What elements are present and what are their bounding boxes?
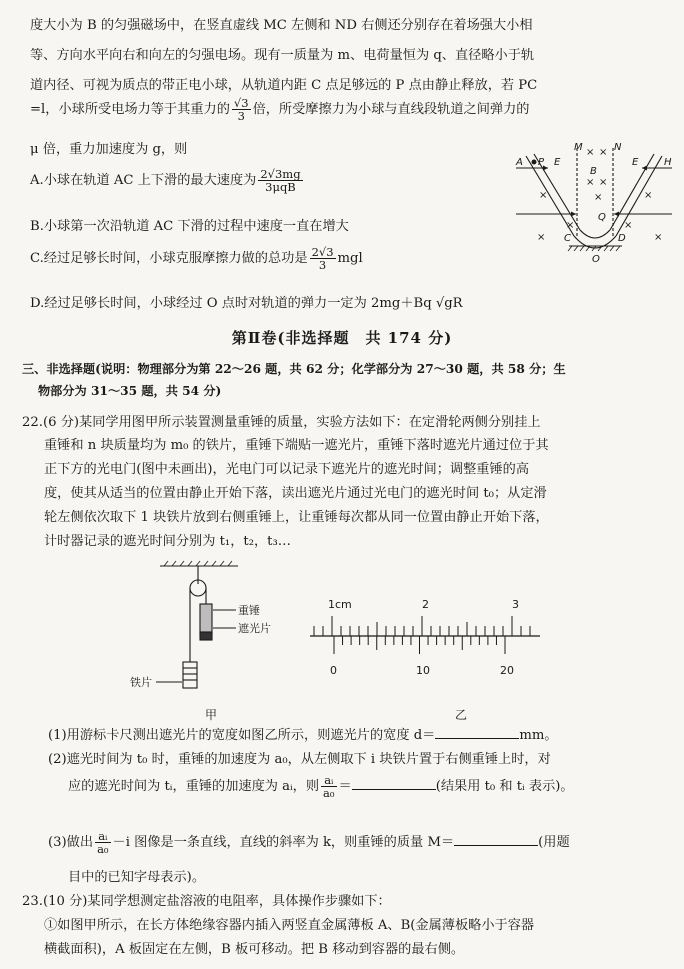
vernier-label-20: 20 <box>500 664 514 677</box>
svg-text:×: × <box>599 147 608 158</box>
fraction-denominator: 3 <box>318 258 327 272</box>
vernier-label-0: 0 <box>330 664 337 677</box>
svg-text:×: × <box>594 192 603 203</box>
fraction-numerator: 2√3mg <box>260 167 301 181</box>
option-d: D.经过足够长时间，小球经过 O 点时对轨道的弹力一定为 2mg＋Bq √gR <box>30 296 463 311</box>
option-c <box>30 246 363 271</box>
para-line-4 <box>30 97 530 122</box>
track-figure <box>514 142 674 264</box>
label-tiepian: 铁片 <box>130 676 152 689</box>
heavy-hammer-block <box>200 604 212 634</box>
q23-line-2: ①如图甲所示，在长方体绝缘容器内插入两竖直金属薄板 A、B(金属薄板略小于容器 <box>44 918 535 933</box>
option-a <box>30 168 305 193</box>
label-a: A <box>516 157 523 168</box>
label-q: Q <box>598 212 606 223</box>
q22-sub-3-text-a: (3)做出 <box>48 835 94 850</box>
pulley-figure <box>130 558 290 698</box>
q22-sub-3-text-c: (用题 <box>538 835 570 850</box>
main-label-3: 3 <box>512 598 519 611</box>
part3-line-1: 三、非选择题(说明：物理部分为第 22～26 题，共 62 分；化学部分为 27～30 题，共 58 分；生 <box>22 362 566 376</box>
svg-text:×: × <box>586 147 595 158</box>
option-c-text: C.经过足够长时间，小球克服摩擦力做的总功是 <box>30 251 308 266</box>
answer-blank[interactable] <box>454 833 538 846</box>
label-o: O <box>592 254 600 264</box>
option-b: B.小球第一次沿轨道 AC 下滑的过程中速度一直在增大 <box>30 219 349 234</box>
svg-text:×: × <box>539 190 548 201</box>
label-p: P <box>538 157 545 168</box>
ball-p-icon <box>532 160 537 165</box>
arrow-right-icon <box>571 212 576 217</box>
fraction-numerator: aᵢ <box>95 830 110 843</box>
ceiling-hatch <box>164 561 232 566</box>
label-h: H <box>664 157 672 168</box>
q23-line-1: 23.(10 分)某同学想测定盐溶液的电阻率，具体操作步骤如下： <box>22 894 391 909</box>
svg-text:×: × <box>586 177 595 188</box>
shading-plate <box>200 632 212 640</box>
label-n: N <box>614 142 622 153</box>
caption-jia: 甲 <box>205 708 218 722</box>
vernier-caliper-figure <box>300 592 550 682</box>
svg-text:×: × <box>644 190 653 201</box>
label-zheguangpian: 遮光片 <box>238 622 271 635</box>
q22-sub-3 <box>48 830 570 855</box>
fraction-denominator: 3μqB <box>265 180 296 194</box>
q22-sub-3-line-2: 目中的已知字母表示)。 <box>68 870 206 885</box>
svg-text:×: × <box>624 220 633 231</box>
option-c-fraction <box>310 246 336 271</box>
q22-sub-2-text: 应的遮光时间为 tᵢ，重锤的加速度为 aᵢ，则 <box>68 779 320 794</box>
q22-line-4: 度，使其从适当的位置由静止开始下落，读出遮光片通过光电门的遮光时间 t₀；从定滑 <box>44 486 547 501</box>
svg-text:×: × <box>654 232 663 243</box>
iron-sheets <box>183 662 197 688</box>
answer-blank[interactable] <box>435 726 519 739</box>
vernier-label-10: 10 <box>416 664 430 677</box>
para-line-3: 道内径、可视为质点的带正电小球，从轨道内距 C 点足够远的 P 点由静止释放，若 PC <box>30 78 538 93</box>
option-c-tail: mgl <box>337 251 363 266</box>
svg-text:×: × <box>566 220 575 231</box>
q22-sub-2-line-1: (2)遮光时间为 t₀ 时，重锤的加速度为 a₀，从左侧取下 i 块铁片置于右侧重锤上时，对 <box>48 752 551 767</box>
label-zhongchui: 重锤 <box>238 604 260 617</box>
fraction-denominator: 3 <box>237 109 245 123</box>
fraction-ai-a0 <box>95 830 110 855</box>
fraction-numerator: √3 <box>233 96 249 110</box>
arrow-left-icon <box>614 212 619 217</box>
q22-sub-2-eq: ＝ <box>338 779 352 794</box>
para-line-5: μ 倍，重力加速度为 g，则 <box>30 142 188 157</box>
q22-line-1: 22.(6 分)某同学用图甲所示装置测量重锤的质量，实验方法如下：在定滑轮两侧分别挂上 <box>22 415 541 430</box>
q22-line-2: 重锤和 n 块质量均为 m₀ 的铁片，重锤下端贴一遮光片，重锤下落时遮光片通过位于其 <box>44 438 549 453</box>
label-c: C <box>564 233 571 244</box>
fraction-sqrt3-over-3 <box>232 97 251 122</box>
option-a-text: A.小球在轨道 AC 上下滑的最大速度为 <box>30 173 257 188</box>
para-line-2: 等、方向水平向右和向左的匀强电场。现有一质量为 m、电荷量恒为 q、直径略小于轨 <box>30 48 535 63</box>
q22-sub-2-line-2 <box>68 774 574 799</box>
label-b: B <box>590 166 597 177</box>
main-label-2: 2 <box>422 598 429 611</box>
option-a-fraction <box>258 168 302 193</box>
ground-hatch <box>568 246 620 251</box>
answer-blank[interactable] <box>352 777 436 790</box>
q22-sub-1 <box>48 724 558 743</box>
fraction-numerator: aᵢ <box>321 774 336 787</box>
para-line-1: 度大小为 B 的匀强磁场中，在竖直虚线 MC 左侧和 ND 右侧还分别存在着场强大小相 <box>30 18 533 33</box>
svg-text:×: × <box>537 232 546 243</box>
label-e-right: E <box>632 157 639 168</box>
q22-line-5: 轮左侧依次取下 1 块铁片放到右侧重锤上，让重锤每次都从同一位置由静止开始下落， <box>44 510 549 525</box>
q22-line-6: 计时器记录的遮光时间分别为 t₁，t₂，t₃… <box>44 534 291 549</box>
para-line-4-text-b: 倍，所受摩擦力为小球与直线段轨道之间弹力的 <box>252 102 530 117</box>
track-arc-inner <box>580 230 610 238</box>
para-line-4-text-a: =l，小球所受电场力等于其重力的 <box>30 102 230 117</box>
q22-sub-2-note: (结果用 t₀ 和 tᵢ 表示)。 <box>435 779 574 794</box>
q22-line-3: 正下方的光电门(图中未画出)，光电门可以记录下遮光片的遮光时间；调整重锤的高 <box>44 462 530 477</box>
fraction-numerator: 2√3 <box>311 245 334 259</box>
svg-text:×: × <box>599 177 608 188</box>
q22-sub-1-text: (1)用游标卡尺测出遮光片的宽度如图乙所示，则遮光片的宽度 d＝ <box>48 728 436 743</box>
caption-yi: 乙 <box>455 708 468 722</box>
main-label-1cm: 1cm <box>328 598 352 611</box>
q23-line-3: 横截面积)，A 板固定在左侧，B 板可移动。把 B 移动到容器的最右侧。 <box>44 942 465 957</box>
label-e-left: E <box>554 157 561 168</box>
section-title: 第Ⅱ卷(非选择题 共 174 分) <box>231 329 453 347</box>
part3-line-2: 物部分为 31～35 题，共 54 分) <box>38 384 222 398</box>
fraction-denominator: a₀ <box>97 842 109 856</box>
label-m: M <box>574 142 583 153</box>
q22-sub-1-unit: mm。 <box>519 728 558 743</box>
fraction-ai-a0 <box>321 774 336 799</box>
label-d: D <box>618 233 626 244</box>
fraction-denominator: a₀ <box>323 786 335 800</box>
q22-sub-3-text-b: －i 图像是一条直线，直线的斜率为 k，则重锤的质量 M＝ <box>112 835 455 850</box>
